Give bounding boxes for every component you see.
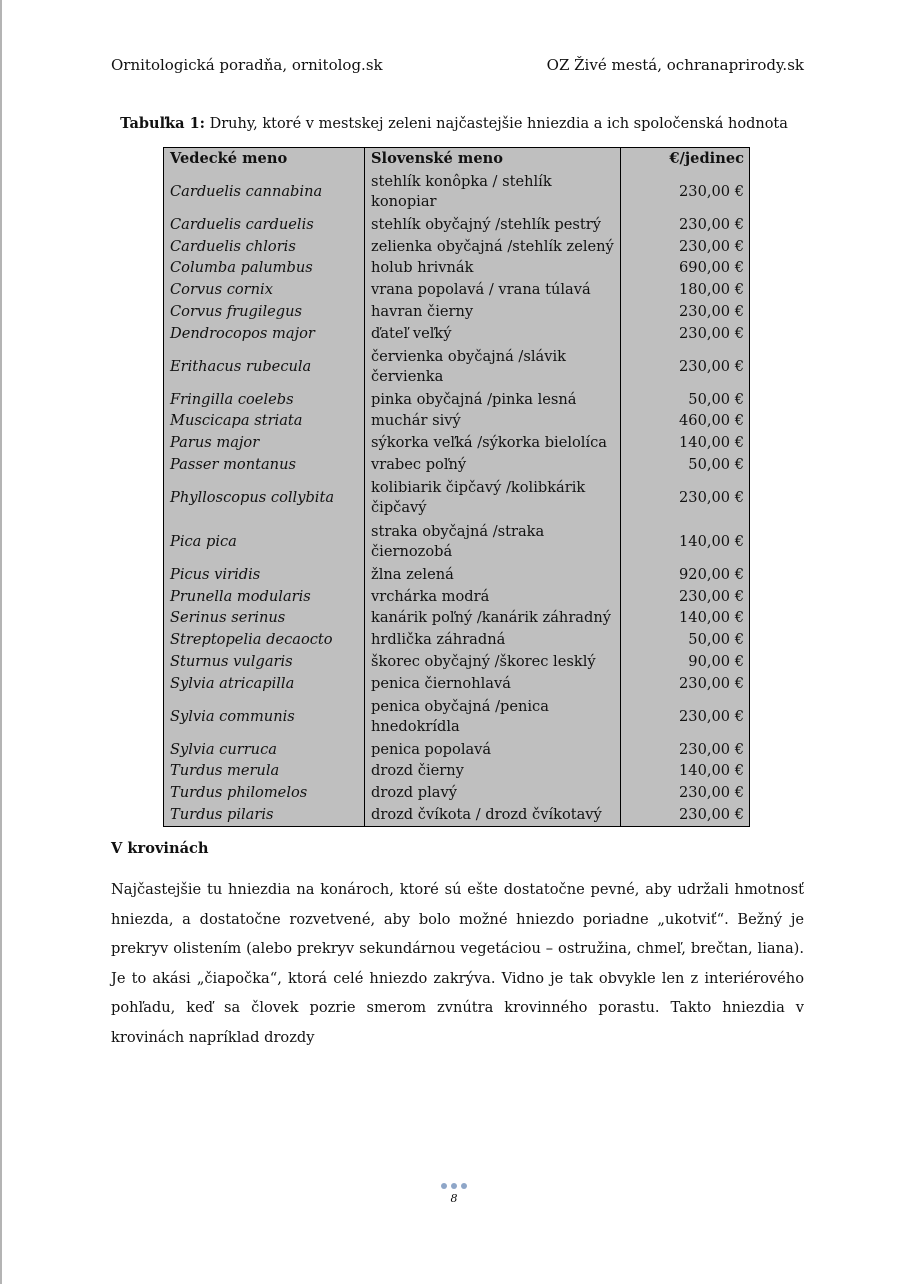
cell-scientific-name: Turdus merula [170,762,280,780]
cell-slovak-name: holub hrivnák [365,258,621,280]
cell-slovak-name: ďateľ veľký [365,323,621,345]
cell-scientific-name: Corvus frugilegus [170,303,303,321]
header-scientific-name: Vedecké meno [170,150,288,167]
cell-scientific-name: Turdus pilaris [170,806,274,824]
table-row [164,695,750,739]
table-row [164,236,750,258]
table-row [164,389,750,411]
cell-scientific-name: Pica pica [170,532,237,550]
cell-price: 50,00 € [621,629,750,651]
cell-price: 230,00 € [621,476,750,520]
cell-slovak-name: červienka obyčajná /slávik červienka [365,345,621,389]
cell-price: 50,00 € [621,389,750,411]
cell-price: 140,00 € [621,520,750,564]
cell-slovak-name: stehlík obyčajný /stehlík pestrý [365,214,621,236]
cell-slovak-name: kolibiarik čipčavý /kolibkárik čipčavý [365,476,621,520]
header-left-text: Ornitologická poradňa, ornitolog.sk [111,56,383,74]
cell-slovak-name: straka obyčajná /straka čiernozobá [365,520,621,564]
cell-scientific-name: Prunella modularis [170,587,311,605]
header-slovak-name: Slovenské meno [365,148,621,171]
cell-scientific-name: Passer montanus [170,456,296,474]
cell-price: 230,00 € [621,804,750,826]
cell-scientific-name: Sylvia communis [170,707,295,725]
cell-slovak-name: havran čierny [365,301,621,323]
cell-slovak-name: žlna zelená [365,564,621,586]
cell-slovak-name: zelienka obyčajná /stehlík zelený [365,236,621,258]
table-row [164,454,750,476]
cell-price: 230,00 € [621,214,750,236]
table-row [164,629,750,651]
cell-slovak-name: penica popolavá [365,739,621,761]
table-row [164,279,750,301]
cell-price: 50,00 € [621,454,750,476]
page-edge-rule [0,0,2,1284]
page-header [111,53,804,77]
cell-price: 230,00 € [621,301,750,323]
cell-slovak-name: penica čiernohlavá [365,673,621,695]
cell-scientific-name: Turdus philomelos [170,784,308,802]
cell-slovak-name: sýkorka veľká /sýkorka bielolíca [365,432,621,454]
table-row [164,214,750,236]
cell-price: 90,00 € [621,651,750,673]
cell-price: 140,00 € [621,608,750,630]
cell-slovak-name: vrchárka modrá [365,586,621,608]
cell-slovak-name: muchár sivý [365,411,621,433]
cell-price: 180,00 € [621,279,750,301]
cell-price: 230,00 € [621,586,750,608]
cell-scientific-name: Sylvia curruca [170,740,277,758]
section-heading: V krovinách [111,840,209,857]
cell-scientific-name: Carduelis carduelis [170,215,314,233]
cell-slovak-name: kanárik poľný /kanárik záhradný [365,608,621,630]
table-body [164,170,750,826]
cell-scientific-name: Serinus serinus [170,609,286,627]
cell-scientific-name: Fringilla coelebs [170,390,294,408]
cell-scientific-name: Phylloscopus collybita [170,488,335,506]
table-row [164,170,750,214]
cell-scientific-name: Erithacus rubecula [170,357,312,375]
cell-scientific-name: Parus major [170,434,260,452]
cell-slovak-name: stehlík konôpka / stehlík konopiar [365,170,621,214]
cell-slovak-name: vrana popolavá / vrana túlavá [365,279,621,301]
cell-price: 230,00 € [621,695,750,739]
table-row [164,432,750,454]
table-row [164,258,750,280]
cell-scientific-name: Sylvia atricapilla [170,674,295,692]
cell-slovak-name: drozd plavý [365,782,621,804]
table-row [164,323,750,345]
cell-scientific-name: Sturnus vulgaris [170,653,293,671]
table-row [164,564,750,586]
table-row [164,651,750,673]
cell-scientific-name: Carduelis chloris [170,237,296,255]
cell-price: 140,00 € [621,432,750,454]
table-row [164,804,750,826]
cell-slovak-name: vrabec poľný [365,454,621,476]
footer-dots [0,1183,908,1191]
body-paragraph: Najčastejšie tu hniezdia na konároch, ktoré sú ešte dostatočne pevné, aby udržali hmotnosť hniezda, a dostatočne rozvetvené, aby bolo možné hniezdo poriadne „ukotviť“. Bežný je prekryv olistením (alebo prekryv sekundárnou vegetáciou – ostružina, chmeľ, brečtan, liana). Je to akási „čiapočka“, ktorá celé hniezdo zakrýva. Vidno je tak obvykle len z interiérového pohľadu, keď sa človek pozrie smerom zvnútra krovinného porastu. Takto hniezdia v krovinách napríklad drozdy [111,881,804,1046]
table-row [164,739,750,761]
cell-scientific-name: Picus viridis [170,565,261,583]
cell-scientific-name: Carduelis cannabina [170,183,323,200]
cell-slovak-name: drozd čvíkota / drozd čvíkotavý [365,804,621,826]
caption-lead: Tabuľka 1: [120,115,206,132]
table-row [164,476,750,520]
page-footer [0,1183,908,1206]
cell-price: 230,00 € [621,739,750,761]
cell-price: 920,00 € [621,564,750,586]
table-caption [0,113,908,135]
table-row [164,520,750,564]
cell-scientific-name: Corvus cornix [170,281,273,299]
cell-price: 690,00 € [621,258,750,280]
cell-slovak-name: škorec obyčajný /škorec lesklý [365,651,621,673]
table-row [164,301,750,323]
cell-price: 230,00 € [621,782,750,804]
table-row [164,345,750,389]
table-row [164,782,750,804]
table-row [164,608,750,630]
cell-scientific-name: Dendrocopos major [170,324,315,342]
species-table [163,147,750,827]
caption-text: Druhy, ktoré v mestskej zeleni najčastejšie hniezdia a ich spoločenská hodnota [205,116,788,132]
table-header-row [164,148,750,171]
cell-slovak-name: pinka obyčajná /pinka lesná [365,389,621,411]
cell-price: 230,00 € [621,345,750,389]
cell-price: 460,00 € [621,411,750,433]
cell-scientific-name: Columba palumbus [170,259,313,277]
table-row [164,411,750,433]
footer-dot [441,1183,447,1189]
header-right-text: OZ Živé mestá, ochranaprirody.sk [546,56,804,74]
cell-slovak-name: penica obyčajná /penica hnedokrídla [365,695,621,739]
cell-scientific-name: Streptopelia decaocto [170,631,333,649]
header-price: €/jedinec [621,148,750,171]
table-row [164,673,750,695]
table-row [164,586,750,608]
cell-price: 230,00 € [621,673,750,695]
cell-price: 230,00 € [621,323,750,345]
cell-slovak-name: hrdlička záhradná [365,629,621,651]
cell-price: 230,00 € [621,170,750,214]
cell-price: 140,00 € [621,761,750,783]
footer-dot [461,1183,467,1189]
footer-dot [451,1183,457,1189]
cell-scientific-name: Muscicapa striata [170,412,303,430]
cell-price: 230,00 € [621,236,750,258]
table-row [164,761,750,783]
page-number: 8 [450,1192,458,1205]
cell-slovak-name: drozd čierny [365,761,621,783]
